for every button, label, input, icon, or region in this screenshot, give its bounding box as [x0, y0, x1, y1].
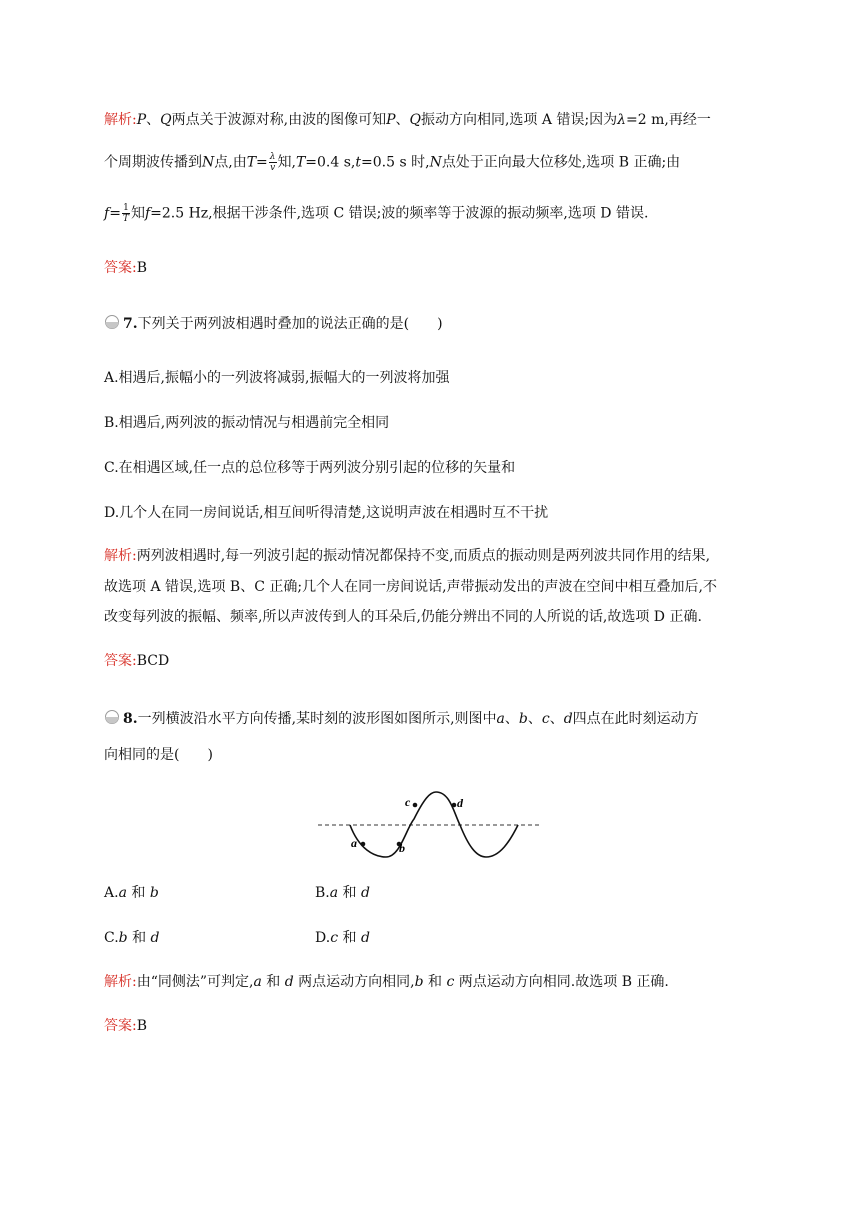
text: 、 [395, 112, 410, 128]
q7-stem [104, 314, 443, 334]
var: a [329, 885, 339, 901]
var-d: d [563, 711, 573, 727]
wave-figure [314, 789, 546, 861]
point-c-label: c [405, 795, 411, 809]
point-c-dot [413, 803, 418, 808]
text: 个周期波传播到 [104, 154, 202, 171]
var-b: b [414, 974, 424, 990]
text: 、 [146, 112, 161, 128]
var-q: Q [409, 112, 421, 128]
text: C. [104, 930, 119, 946]
text: B. [315, 885, 330, 901]
q7-analysis-line-2: 故选项 A 错误,选项 B、C 正确;几个人在同一房间说话,声带振动发出的声波在空间中相互叠加后,不 [104, 579, 717, 595]
frac-numerator: 1 [123, 203, 129, 213]
var-lambda: λ [617, 112, 627, 128]
q7-option-a: A.相遇后,振幅小的一列波将减弱,振幅大的一列波将加强 [104, 370, 450, 386]
half-circle-icon [104, 710, 121, 724]
var: a [118, 885, 127, 901]
var-c: c [446, 974, 455, 990]
frac-denominator: T [122, 214, 129, 224]
answer-label: 答案: [104, 1018, 137, 1034]
var-a: a [496, 711, 505, 727]
q8-option-c [104, 928, 160, 948]
text: 和 [423, 974, 447, 990]
answer-value: B [136, 1018, 148, 1034]
var-a: a [253, 974, 262, 990]
var-p: P [136, 112, 147, 128]
text: 、 [549, 711, 564, 727]
text: 、 [527, 711, 542, 727]
text: 、 [504, 711, 519, 727]
text: 振动方向相同,选项 A 错误;因为 [420, 112, 618, 128]
text: D. [315, 930, 331, 946]
half-circle-icon [104, 315, 121, 329]
point-a-dot [361, 842, 366, 847]
q8-option-d [315, 928, 370, 948]
answer-label: 答案: [104, 260, 137, 276]
var-p: P [386, 112, 396, 128]
var: d [150, 930, 160, 946]
text: 和 [338, 930, 361, 946]
var-t: T [246, 154, 257, 171]
text: 知, [277, 154, 296, 171]
frac-denominator: v [270, 163, 276, 173]
point-a-label: a [351, 836, 357, 850]
q7-answer [104, 651, 169, 671]
var: d [360, 930, 370, 946]
q8-option-b [315, 883, 370, 903]
text: 四点在此时刻运动方 [572, 711, 699, 727]
var-n: N [202, 154, 215, 171]
q8-option-a [104, 883, 159, 903]
text: 知 [130, 205, 145, 222]
text: =0.5 s 时, [361, 154, 430, 171]
var: c [330, 930, 339, 946]
q8-stem-line-2: 向相同的是( ) [104, 747, 213, 763]
var: b [118, 930, 128, 946]
text: =0.4 s, [305, 154, 356, 171]
var: b [149, 885, 159, 901]
text: 点处于正向最大位移处,选项 B 正确;由 [441, 154, 681, 171]
point-d-label: d [457, 796, 463, 810]
text: = [109, 205, 121, 222]
var-b: b [518, 711, 528, 727]
question-stem: 下列关于两列波相遇时叠加的说法正确的是( ) [137, 316, 443, 332]
text: =2.5 Hz,根据干涉条件,选项 C 错误;波的频率等于波源的振动频率,选项 D 错误. [150, 205, 649, 222]
answer-value: BCD [136, 653, 170, 669]
point-d-dot [452, 803, 457, 808]
text: 一列横波沿水平方向传播,某时刻的波形图如图所示,则图中 [137, 711, 497, 727]
q8-analysis-label: 解析: [104, 974, 137, 990]
frac-numerator: λ [269, 152, 276, 162]
fraction-lambda-over-v [269, 152, 277, 173]
q8-stem-line-1 [104, 709, 699, 729]
text: = [256, 154, 268, 171]
var-n: N [429, 154, 442, 171]
text: =2 m,再经一 [626, 112, 711, 128]
q7-analysis-line-1 [104, 546, 710, 566]
q7-option-b: B.相遇后,两列波的振动情况与相遇前完全相同 [104, 415, 390, 431]
q7-analysis-label: 解析: [104, 548, 137, 564]
text: 和 [261, 974, 285, 990]
var-c: c [541, 711, 550, 727]
text: 两列波相遇时,每一列波引起的振动情况都保持不变,而质点的振动则是两列波共同作用的结果, [136, 548, 711, 564]
text: 和 [126, 885, 150, 901]
answer-label: 答案: [104, 653, 137, 669]
answer-value: B [136, 260, 148, 276]
point-b-label: b [399, 841, 405, 855]
text: A. [104, 885, 119, 901]
q6-analysis-line-1 [104, 110, 711, 130]
text: 由“同侧法”可判定, [136, 974, 254, 990]
question-number: 7. [123, 316, 138, 332]
var: d [361, 885, 370, 901]
text: 两点运动方向相同.故选项 B 正确. [454, 974, 669, 990]
text: 和 [338, 885, 362, 901]
var-f: f [144, 205, 151, 222]
q7-option-d: D.几个人在同一房间说话,相互间听得清楚,这说明声波在相遇时互不干扰 [104, 505, 549, 521]
q6-analysis-line-3 [104, 203, 648, 224]
text: 点,由 [214, 154, 247, 171]
q6-analysis-label: 解析: [104, 112, 137, 128]
var-t: T [295, 154, 306, 171]
text: 两点运动方向相同, [293, 974, 415, 990]
q6-analysis-line-2 [104, 152, 680, 173]
q7-analysis-line-3: 改变每列波的振幅、频率,所以声波传到人的耳朵后,仍能分辨出不同的人所说的话,故选项 D 正确. [104, 609, 702, 625]
q8-answer [104, 1016, 147, 1036]
q6-answer [104, 258, 147, 278]
q8-analysis [104, 972, 669, 992]
var-t-small: t [355, 154, 362, 171]
fraction-1-over-t [122, 203, 130, 224]
q7-option-c: C.在相遇区域,任一点的总位移等于两列波分别引起的位移的矢量和 [104, 460, 516, 476]
text: 和 [127, 930, 151, 946]
var-d: d [284, 974, 294, 990]
text: 两点关于波源对称,由波的图像可知 [171, 112, 387, 128]
question-number: 8. [123, 711, 138, 727]
var-q: Q [160, 112, 172, 128]
var-f: f [104, 205, 110, 222]
